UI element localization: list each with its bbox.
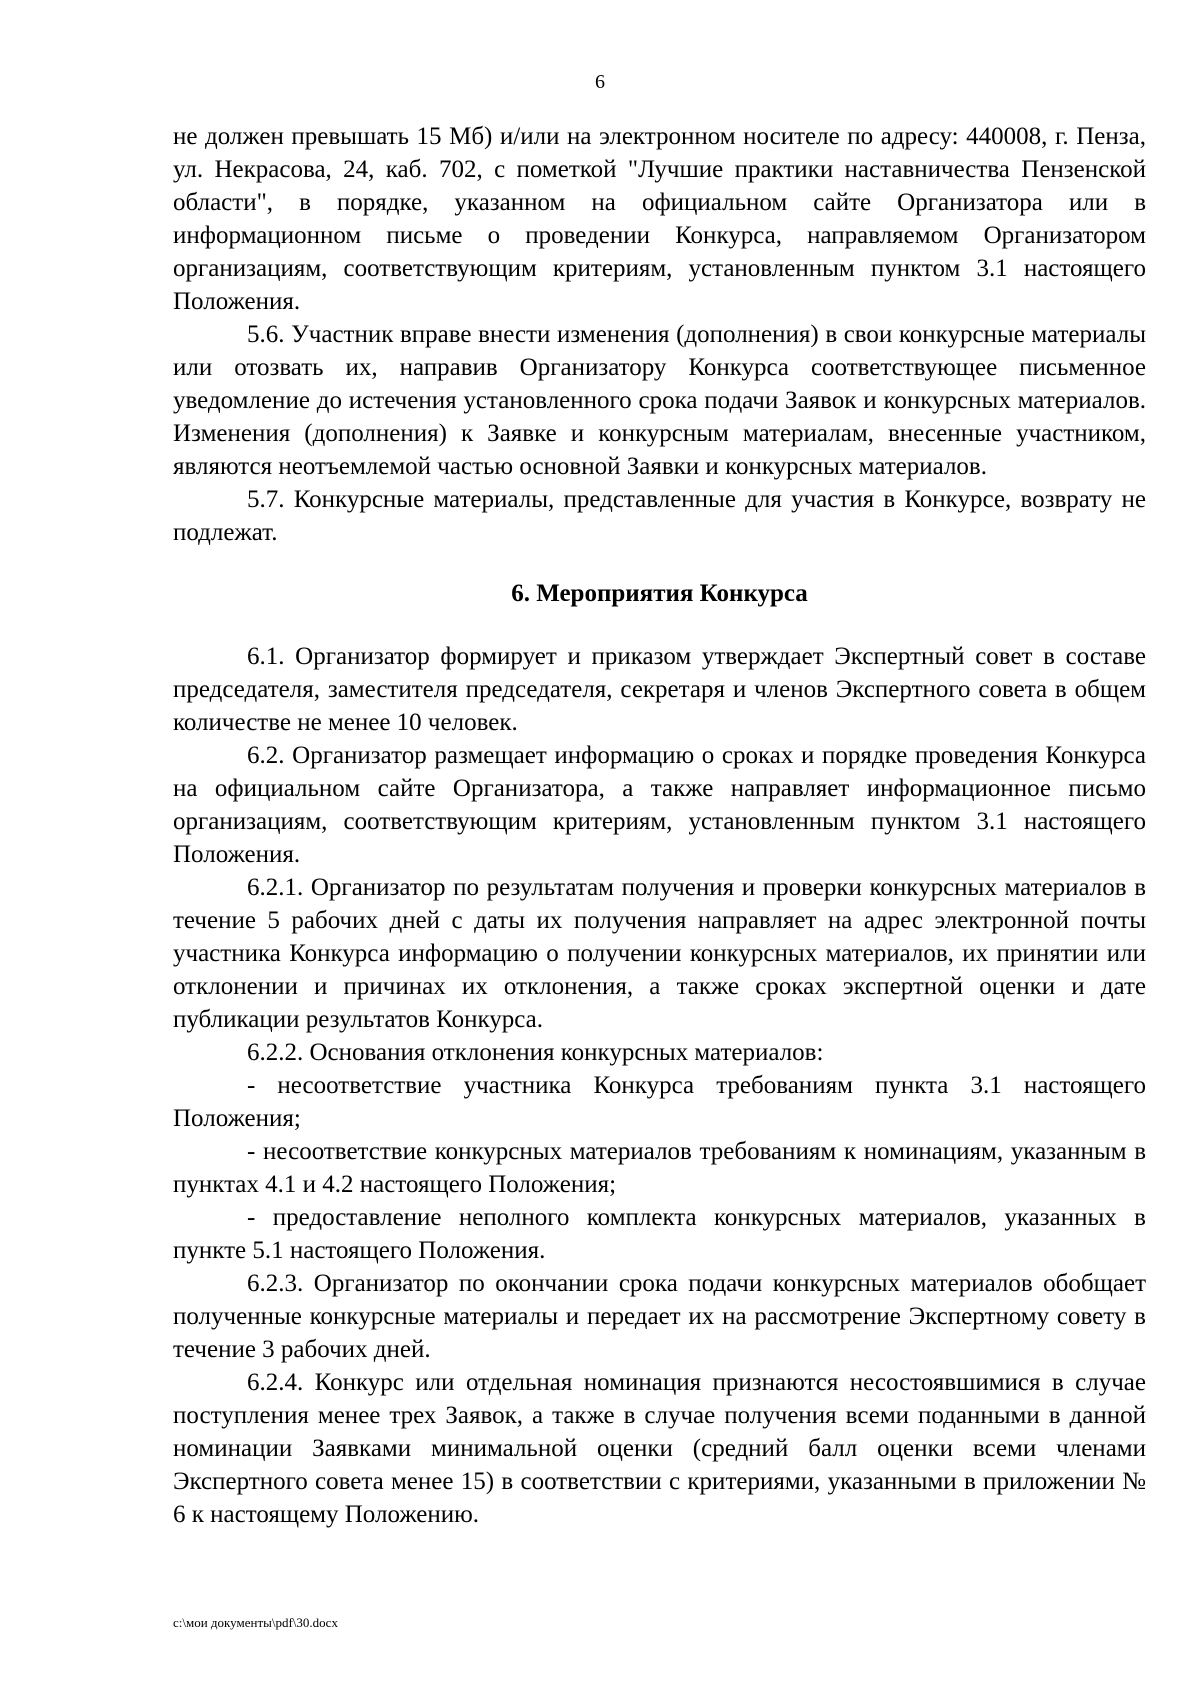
paragraph-6-2: 6.2. Организатор размещает информацию о сроках и порядке проведения Конкурса на официальном сайте Организатора, а также направляет информационное письмо организациям, соответствующим критериям, установленным пунктом 3.1 настоящего Положения. xyxy=(173,742,1146,868)
footer-file-path: c:\мои документы\pdf\30.docx xyxy=(173,1615,338,1630)
page-number: 6 xyxy=(595,71,605,93)
paragraph-6-2-2: 6.2.2. Основания отклонения конкурсных материалов: xyxy=(247,1039,824,1066)
rejection-reason-1: - несоответствие участника Конкурса требованиям пункта 3.1 настоящего Положения; xyxy=(173,1072,1146,1132)
paragraph-continuation: не должен превышать 15 Мб) и/или на электронном носителе по адресу: 440008, г. Пенза, ул. Некрасова, 24, каб. 702, с пометкой "Лучшие практики наставничества Пензенской области", в порядке, указанном на официальном сайте Организатора или в информационном письме о проведении Конкурса, направляемом Организатором организациям, соответствующим критериям, установленным пунктом 3.1 настоящего Положения. xyxy=(173,123,1146,315)
document-body xyxy=(173,120,1146,1531)
paragraph-6-2-4: 6.2.4. Конкурс или отдельная номинация признаются несостоявшимися в случае поступления менее трех Заявок, а также в случае получения всеми поданными в данной номинации Заявками минимальной оценки (средний балл оценки всеми членами Экспертного совета менее 15) в соответствии с критериями, указанными в приложении № 6 к настоящему Положению. xyxy=(173,1369,1146,1528)
paragraph-6-1: 6.1. Организатор формирует и приказом утверждает Экспертный совет в составе председателя, заместителя председателя, секретаря и членов Экспертного совета в общем количестве не менее 10 человек. xyxy=(173,643,1146,736)
paragraph-6-2-1: 6.2.1. Организатор по результатам получения и проверки конкурсных материалов в течение 5 рабочих дней с даты их получения направляет на адрес электронной почты участника Конкурса информацию о получении конкурсных материалов, их принятии или отклонении и причинах их отклонения, а также сроках экспертной оценки и дате публикации результатов Конкурса. xyxy=(173,874,1146,1033)
paragraph-6-2-3: 6.2.3. Организатор по окончании срока подачи конкурсных материалов обобщает полученные конкурсные материалы и передает их на рассмотрение Экспертному совету в течение 3 рабочих дней. xyxy=(173,1270,1146,1363)
paragraph-5-6: 5.6. Участник вправе внести изменения (дополнения) в свои конкурсные материалы или отозвать их, направив Организатору Конкурса соответствующее письменное уведомление до истечения установленного срока подачи Заявок и конкурсных материалов. Изменения (дополнения) к Заявке и конкурсным материалам, внесенные участником, являются неотъемлемой частью основной Заявки и конкурсных материалов. xyxy=(173,321,1146,480)
paragraph-5-7: 5.7. Конкурсные материалы, представленные для участия в Конкурсе, возврату не подлежат. xyxy=(173,486,1146,546)
rejection-reason-3: - предоставление неполного комплекта конкурсных материалов, указанных в пункте 5.1 настоящего Положения. xyxy=(173,1204,1146,1264)
rejection-reason-2: - несоответствие конкурсных материалов требованиям к номинациям, указанным в пунктах 4.1 и 4.2 настоящего Положения; xyxy=(173,1138,1146,1198)
section-heading: 6. Мероприятия Конкурса xyxy=(511,580,808,607)
